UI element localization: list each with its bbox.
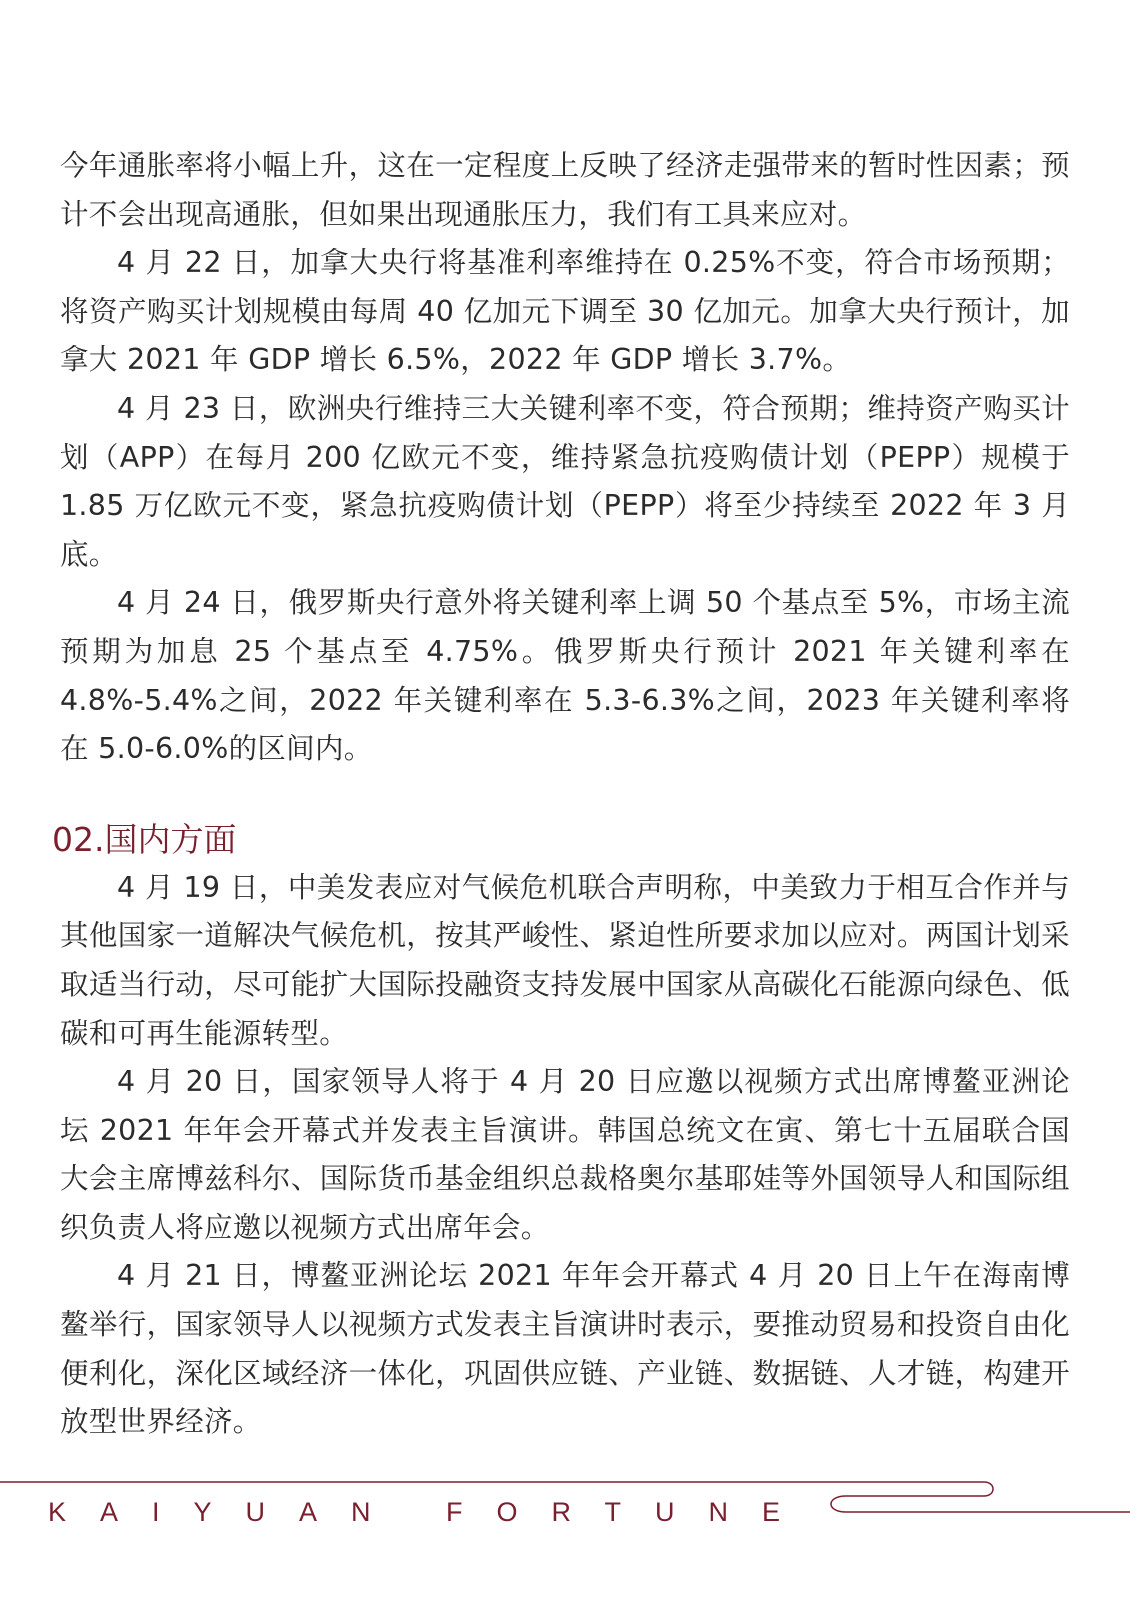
paragraph-bank-of-russia: 4 月 24 日，俄罗斯央行意外将关键利率上调 50 个基点至 5%，市场主流预期为加息 25 个基点至 4.75%。俄罗斯央行预计 2021 年关键利率在 4.8%-5.4%之间，2022 年关键利率在 5.3-6.3%之间，2023 年关键利率将在 5.0-6.0%的区间内。 — [60, 586, 1070, 766]
brand-wordmark: KAIYUAN FORTUNE — [48, 1497, 815, 1527]
paragraph-bank-of-canada: 4 月 22 日，加拿大央行将基准利率维持在 0.25%不变，符合市场预期；将资产购买计划规模由每周 40 亿加元下调至 30 亿加元。加拿大央行预计，加拿大 2021 年 GDP 增长 6.5%，2022 年 GDP 增长 3.7%。 — [60, 246, 1070, 377]
footer-pill-outline — [831, 1496, 1130, 1512]
section-heading-domestic: 02.国内方面 — [52, 819, 237, 859]
paragraph-inflation: 今年通胀率将小幅上升，这在一定程度上反映了经济走强带来的暂时性因素；预计不会出现高通胀，但如果出现通胀压力，我们有工具来应对。 — [60, 149, 1070, 231]
paragraph-ecb: 4 月 23 日，欧洲央行维持三大关键利率不变，符合预期；维持资产购买计划（APP）在每月 200 亿欧元不变，维持紧急抗疫购债计划（PEPP）规模于 1.85 万亿欧元不变，紧急抗疫购债计划（PEPP）将至少持续至 2022 年 3 月底。 — [60, 391, 1070, 571]
footer-top-curl — [984, 1482, 993, 1496]
paragraph-boao-opening: 4 月 21 日，博鳌亚洲论坛 2021 年年会开幕式 4 月 20 日上午在海南博鳌举行，国家领导人以视频方式发表主旨演讲时表示，要推动贸易和投资自由化便利化，深化区域经济一体化，巩固供应链、产业链、数据链、人才链，构建开放型世界经济。 — [60, 1259, 1070, 1439]
document-body — [52, 142, 1070, 1447]
paragraph-climate-statement: 4 月 19 日，中美发表应对气候危机联合声明称，中美致力于相互合作并与其他国家一道解决气候危机，按其严峻性、紧迫性所要求加以应对。两国计划采取适当行动，尽可能扩大国际投融资支持发展中国家从高碳化石能源向绿色、低碳和可再生能源转型。 — [60, 870, 1070, 1050]
paragraph-boao-announcement: 4 月 20 日，国家领导人将于 4 月 20 日应邀以视频方式出席博鳌亚洲论坛 2021 年年会开幕式并发表主旨演讲。韩国总统文在寅、第七十五届联合国大会主席博兹科尔、国际货币基金组织总裁格奥尔基耶娃等外国领导人和国际组织负责人将应邀以视频方式出席年会。 — [60, 1065, 1070, 1244]
